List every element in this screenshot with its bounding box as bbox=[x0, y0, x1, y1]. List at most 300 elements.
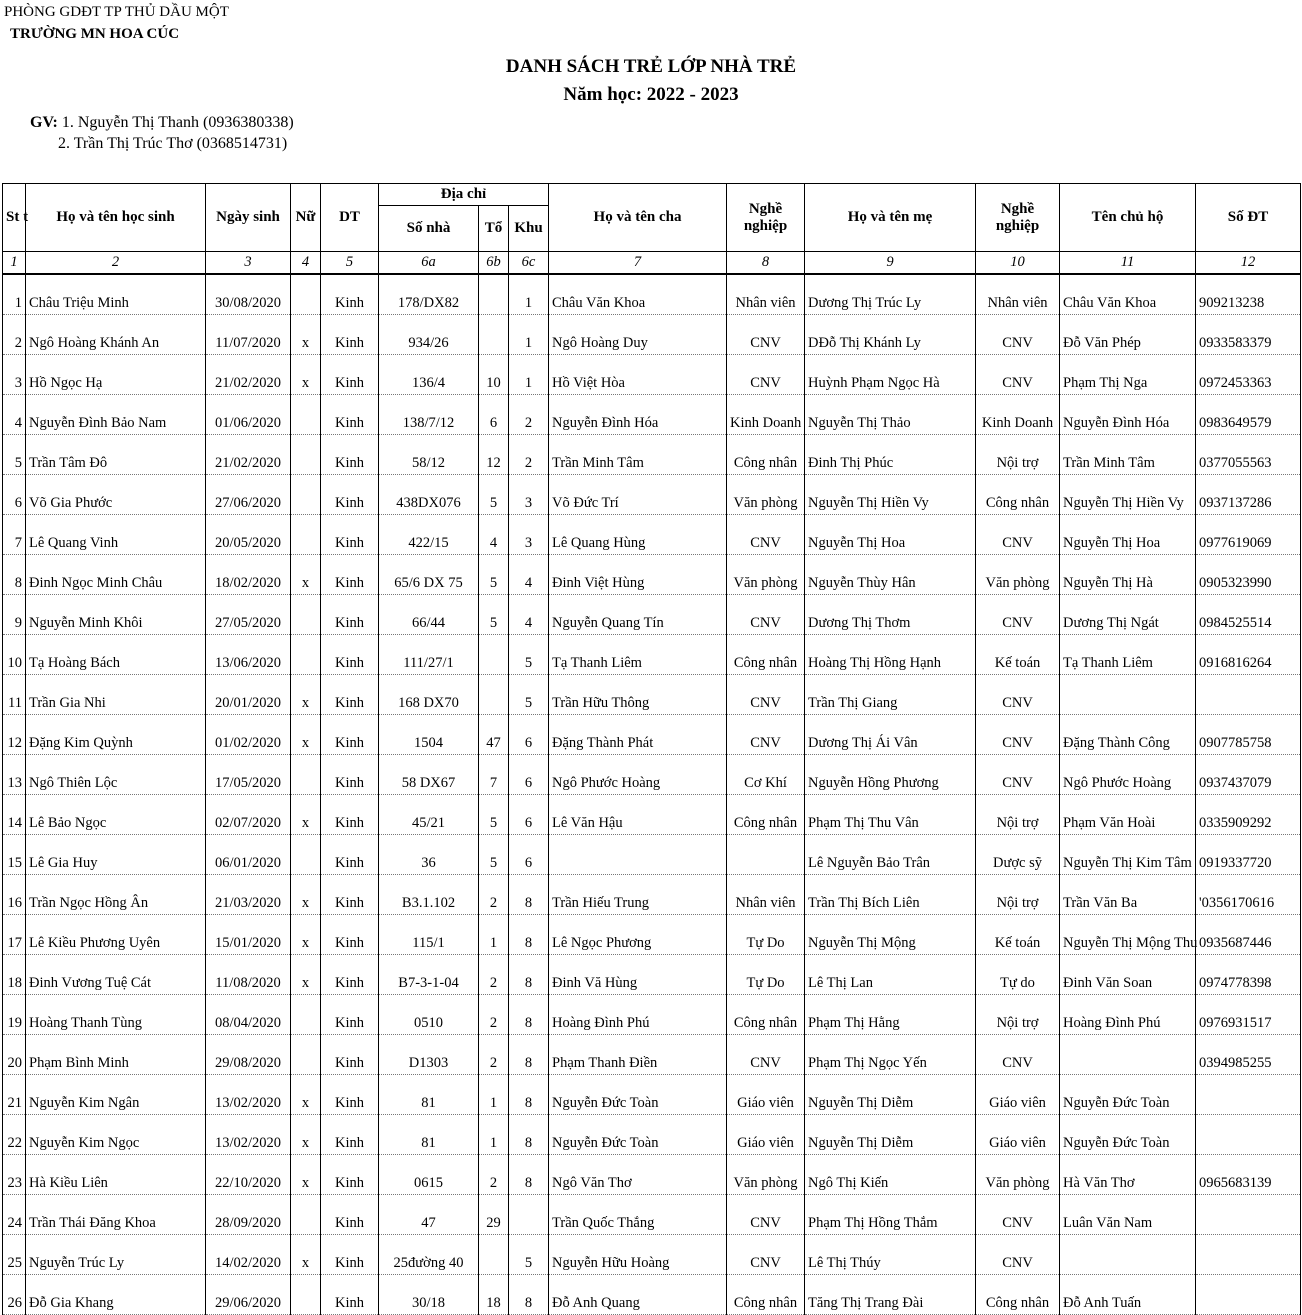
cell-female: x bbox=[291, 1235, 321, 1275]
cell-area: 8 bbox=[509, 1035, 549, 1075]
cell-group: 5 bbox=[479, 475, 509, 515]
cell-dob: 27/05/2020 bbox=[206, 595, 291, 635]
cell-area: 8 bbox=[509, 915, 549, 955]
cell-student-name: Đỗ Gia Khang bbox=[26, 1275, 206, 1315]
table-row bbox=[3, 1115, 1301, 1155]
cell-mother-job: Kinh Doanh bbox=[976, 395, 1060, 435]
cell-phone: 0984525514 bbox=[1196, 595, 1301, 635]
cell-female: x bbox=[291, 875, 321, 915]
cell-ethnic: Kinh bbox=[321, 315, 379, 355]
cell-ethnic: Kinh bbox=[321, 875, 379, 915]
cell-dob: 21/02/2020 bbox=[206, 435, 291, 475]
column-index-cell: 6a bbox=[379, 252, 479, 275]
cell-area: 6 bbox=[509, 795, 549, 835]
cell-householder: Nguyễn Thị Kim Tâm bbox=[1060, 835, 1196, 875]
cell-house-number: 422/15 bbox=[379, 515, 479, 555]
cell-mother-job: Nội trợ bbox=[976, 795, 1060, 835]
cell-group bbox=[479, 635, 509, 675]
cell-mother-name: Nguyễn Thị Diễm bbox=[805, 1115, 976, 1155]
cell-group: 5 bbox=[479, 795, 509, 835]
cell-father-job: Nhân viên bbox=[727, 875, 805, 915]
cell-father-job: Công nhân bbox=[727, 795, 805, 835]
cell-father-name: Trần Minh Tâm bbox=[549, 435, 727, 475]
cell-dob: 21/03/2020 bbox=[206, 875, 291, 915]
col-stt: St t bbox=[3, 184, 26, 252]
cell-stt: 10 bbox=[3, 635, 26, 675]
cell-dob: 13/02/2020 bbox=[206, 1075, 291, 1115]
cell-mother-job: Văn phòng bbox=[976, 1155, 1060, 1195]
cell-house-number: D1303 bbox=[379, 1035, 479, 1075]
cell-female bbox=[291, 1195, 321, 1235]
cell-father-job: Tự Do bbox=[727, 955, 805, 995]
cell-house-number: 136/4 bbox=[379, 355, 479, 395]
cell-house-number: 111/27/1 bbox=[379, 635, 479, 675]
cell-phone bbox=[1196, 1115, 1301, 1155]
cell-house-number: 58/12 bbox=[379, 435, 479, 475]
cell-female: x bbox=[291, 355, 321, 395]
cell-student-name: Nguyễn Trúc Ly bbox=[26, 1235, 206, 1275]
cell-area bbox=[509, 1195, 549, 1235]
cell-phone: 0977619069 bbox=[1196, 515, 1301, 555]
cell-student-name: Trần Gia Nhi bbox=[26, 675, 206, 715]
cell-female: x bbox=[291, 915, 321, 955]
cell-father-name: Đỗ Anh Quang bbox=[549, 1275, 727, 1315]
teacher-line-1 bbox=[30, 114, 294, 132]
cell-father-name: Ngô Phước Hoàng bbox=[549, 755, 727, 795]
cell-dob: 02/07/2020 bbox=[206, 795, 291, 835]
cell-father-job: CNV bbox=[727, 1235, 805, 1275]
cell-area: 4 bbox=[509, 555, 549, 595]
cell-female bbox=[291, 395, 321, 435]
cell-mother-job: CNV bbox=[976, 355, 1060, 395]
cell-house-number: B3.1.102 bbox=[379, 875, 479, 915]
cell-ethnic: Kinh bbox=[321, 515, 379, 555]
cell-house-number: 45/21 bbox=[379, 795, 479, 835]
cell-householder: Nguyễn Thị Mộng Thu bbox=[1060, 915, 1196, 955]
cell-dob: 17/05/2020 bbox=[206, 755, 291, 795]
column-index-cell: 7 bbox=[549, 252, 727, 275]
cell-female bbox=[291, 274, 321, 315]
cell-ethnic: Kinh bbox=[321, 755, 379, 795]
teacher-1: 1. Nguyễn Thị Thanh (0936380338) bbox=[61, 114, 294, 131]
table-row bbox=[3, 915, 1301, 955]
cell-father-job: Nhân viên bbox=[727, 274, 805, 315]
table-row bbox=[3, 1275, 1301, 1315]
cell-phone: 0907785758 bbox=[1196, 715, 1301, 755]
table-row bbox=[3, 955, 1301, 995]
cell-student-name: Trần Ngọc Hồng Ân bbox=[26, 875, 206, 915]
table-row bbox=[3, 515, 1301, 555]
cell-father-job: Công nhân bbox=[727, 1275, 805, 1315]
cell-area: 1 bbox=[509, 274, 549, 315]
table-row bbox=[3, 315, 1301, 355]
table-row bbox=[3, 995, 1301, 1035]
cell-group: 2 bbox=[479, 1155, 509, 1195]
cell-phone: 0916816264 bbox=[1196, 635, 1301, 675]
cell-ethnic: Kinh bbox=[321, 1075, 379, 1115]
cell-house-number: 36 bbox=[379, 835, 479, 875]
cell-father-name: Đinh Vă Hùng bbox=[549, 955, 727, 995]
cell-father-name: Trần Quốc Thắng bbox=[549, 1195, 727, 1235]
cell-area: 2 bbox=[509, 435, 549, 475]
cell-father-job: Công nhân bbox=[727, 435, 805, 475]
cell-student-name: Lê Kiều Phương Uyên bbox=[26, 915, 206, 955]
cell-student-name: Đinh Ngọc Minh Châu bbox=[26, 555, 206, 595]
cell-mother-job: Nội trợ bbox=[976, 875, 1060, 915]
cell-student-name: Trần Thái Đăng Khoa bbox=[26, 1195, 206, 1235]
cell-father-job: CNV bbox=[727, 355, 805, 395]
cell-phone: 0394985255 bbox=[1196, 1035, 1301, 1075]
cell-stt: 13 bbox=[3, 755, 26, 795]
cell-father-job bbox=[727, 835, 805, 875]
cell-father-name: Đặng Thành Phát bbox=[549, 715, 727, 755]
cell-mother-name: Hoàng Thị Hồng Hạnh bbox=[805, 635, 976, 675]
cell-female bbox=[291, 635, 321, 675]
cell-group: 5 bbox=[479, 555, 509, 595]
cell-area: 8 bbox=[509, 1115, 549, 1155]
cell-student-name: Tạ Hoàng Bách bbox=[26, 635, 206, 675]
cell-stt: 26 bbox=[3, 1275, 26, 1315]
table-row bbox=[3, 755, 1301, 795]
cell-mother-job: CNV bbox=[976, 755, 1060, 795]
cell-father-name: Nguyễn Hữu Hoàng bbox=[549, 1235, 727, 1275]
table-row bbox=[3, 395, 1301, 435]
cell-student-name: Nguyễn Minh Khôi bbox=[26, 595, 206, 635]
cell-area: 8 bbox=[509, 955, 549, 995]
cell-stt: 12 bbox=[3, 715, 26, 755]
cell-group: 1 bbox=[479, 1075, 509, 1115]
table-row bbox=[3, 875, 1301, 915]
cell-dob: 13/02/2020 bbox=[206, 1115, 291, 1155]
cell-dob: 21/02/2020 bbox=[206, 355, 291, 395]
cell-house-number: 168 DX70 bbox=[379, 675, 479, 715]
cell-area: 1 bbox=[509, 355, 549, 395]
cell-area: 3 bbox=[509, 475, 549, 515]
cell-group: 2 bbox=[479, 875, 509, 915]
cell-student-name: Ngô Thiên Lộc bbox=[26, 755, 206, 795]
cell-female: x bbox=[291, 795, 321, 835]
cell-householder: Nguyễn Thị Hoa bbox=[1060, 515, 1196, 555]
cell-house-number: 438DX076 bbox=[379, 475, 479, 515]
cell-householder: Nguyễn Đức Toàn bbox=[1060, 1075, 1196, 1115]
cell-householder: Đỗ Anh Tuấn bbox=[1060, 1275, 1196, 1315]
cell-stt: 19 bbox=[3, 995, 26, 1035]
cell-female: x bbox=[291, 955, 321, 995]
cell-ethnic: Kinh bbox=[321, 475, 379, 515]
cell-stt: 14 bbox=[3, 795, 26, 835]
cell-house-number: 66/44 bbox=[379, 595, 479, 635]
cell-group bbox=[479, 1235, 509, 1275]
cell-mother-name: Nguyễn Thị Diễm bbox=[805, 1075, 976, 1115]
cell-dob: 13/06/2020 bbox=[206, 635, 291, 675]
school-name: TRƯỜNG MN HOA CÚC bbox=[10, 26, 180, 42]
cell-student-name: Lê Quang Vinh bbox=[26, 515, 206, 555]
cell-house-number: 81 bbox=[379, 1115, 479, 1155]
cell-female bbox=[291, 475, 321, 515]
cell-phone: 0974778398 bbox=[1196, 955, 1301, 995]
cell-mother-name: Nguyễn Thị Mộng bbox=[805, 915, 976, 955]
cell-householder: Đinh Văn Soan bbox=[1060, 955, 1196, 995]
cell-mother-job: Nội trợ bbox=[976, 435, 1060, 475]
cell-house-number: 1504 bbox=[379, 715, 479, 755]
cell-ethnic: Kinh bbox=[321, 835, 379, 875]
cell-ethnic: Kinh bbox=[321, 435, 379, 475]
cell-stt: 24 bbox=[3, 1195, 26, 1235]
cell-householder: Nguyễn Thị Hiền Vy bbox=[1060, 475, 1196, 515]
cell-area: 6 bbox=[509, 835, 549, 875]
column-index-cell: 5 bbox=[321, 252, 379, 275]
cell-female bbox=[291, 595, 321, 635]
cell-householder: Hoàng Đình Phú bbox=[1060, 995, 1196, 1035]
cell-mother-job: Nhân viên bbox=[976, 274, 1060, 315]
cell-mother-job: Văn phòng bbox=[976, 555, 1060, 595]
table-row bbox=[3, 274, 1301, 315]
cell-student-name: Ngô Hoàng Khánh An bbox=[26, 315, 206, 355]
cell-student-name: Lê Gia Huy bbox=[26, 835, 206, 875]
cell-mother-name: Dương Thị Trúc Ly bbox=[805, 274, 976, 315]
cell-group: 2 bbox=[479, 955, 509, 995]
cell-father-name: Lê Quang Hùng bbox=[549, 515, 727, 555]
cell-mother-name: Lê Thị Thúy bbox=[805, 1235, 976, 1275]
cell-householder bbox=[1060, 675, 1196, 715]
student-rows bbox=[3, 274, 1301, 1315]
cell-group: 2 bbox=[479, 995, 509, 1035]
cell-stt: 6 bbox=[3, 475, 26, 515]
cell-father-name: Trần Hữu Thông bbox=[549, 675, 727, 715]
cell-father-job: CNV bbox=[727, 715, 805, 755]
col-student-name: Họ và tên học sinh bbox=[26, 184, 206, 252]
cell-mother-job: CNV bbox=[976, 1195, 1060, 1235]
column-index-cell: 3 bbox=[206, 252, 291, 275]
cell-father-name: Hoàng Đình Phú bbox=[549, 995, 727, 1035]
cell-phone: 0937437079 bbox=[1196, 755, 1301, 795]
cell-house-number: 65/6 DX 75 bbox=[379, 555, 479, 595]
cell-group: 4 bbox=[479, 515, 509, 555]
cell-dob: 29/08/2020 bbox=[206, 1035, 291, 1075]
cell-ethnic: Kinh bbox=[321, 274, 379, 315]
cell-father-name: Nguyễn Đức Toàn bbox=[549, 1075, 727, 1115]
col-mother-job: Nghề nghiệp bbox=[976, 184, 1060, 252]
cell-mother-name: Nguyễn Thùy Hân bbox=[805, 555, 976, 595]
cell-father-name: Ngô Hoàng Duy bbox=[549, 315, 727, 355]
cell-mother-name: Đinh Thị Phúc bbox=[805, 435, 976, 475]
cell-area: 8 bbox=[509, 1075, 549, 1115]
column-index-cell: 10 bbox=[976, 252, 1060, 275]
cell-householder: Tạ Thanh Liêm bbox=[1060, 635, 1196, 675]
cell-area: 5 bbox=[509, 675, 549, 715]
cell-house-number: 934/26 bbox=[379, 315, 479, 355]
cell-student-name: Hồ Ngọc Hạ bbox=[26, 355, 206, 395]
cell-area: 4 bbox=[509, 595, 549, 635]
cell-dob: 06/01/2020 bbox=[206, 835, 291, 875]
cell-ethnic: Kinh bbox=[321, 915, 379, 955]
cell-mother-job: Dược sỹ bbox=[976, 835, 1060, 875]
cell-area: 8 bbox=[509, 875, 549, 915]
cell-mother-job: Nội trợ bbox=[976, 995, 1060, 1035]
cell-group: 10 bbox=[479, 355, 509, 395]
cell-group: 12 bbox=[479, 435, 509, 475]
cell-stt: 25 bbox=[3, 1235, 26, 1275]
cell-father-job: CNV bbox=[727, 675, 805, 715]
cell-dob: 27/06/2020 bbox=[206, 475, 291, 515]
cell-dob: 15/01/2020 bbox=[206, 915, 291, 955]
cell-mother-job: CNV bbox=[976, 315, 1060, 355]
table-row bbox=[3, 1075, 1301, 1115]
table-row bbox=[3, 355, 1301, 395]
column-index-cell: 6b bbox=[479, 252, 509, 275]
cell-father-name: Đinh Việt Hùng bbox=[549, 555, 727, 595]
cell-female: x bbox=[291, 555, 321, 595]
cell-ethnic: Kinh bbox=[321, 1115, 379, 1155]
cell-dob: 08/04/2020 bbox=[206, 995, 291, 1035]
cell-stt: 4 bbox=[3, 395, 26, 435]
col-address: Địa chỉ bbox=[379, 184, 549, 206]
cell-stt: 15 bbox=[3, 835, 26, 875]
cell-dob: 28/09/2020 bbox=[206, 1195, 291, 1235]
cell-house-number: 30/18 bbox=[379, 1275, 479, 1315]
cell-mother-name: Ngô Thị Kiến bbox=[805, 1155, 976, 1195]
cell-householder: Trần Văn Ba bbox=[1060, 875, 1196, 915]
cell-ethnic: Kinh bbox=[321, 995, 379, 1035]
cell-mother-job: Giáo viên bbox=[976, 1115, 1060, 1155]
cell-female bbox=[291, 755, 321, 795]
cell-area: 8 bbox=[509, 1155, 549, 1195]
cell-ethnic: Kinh bbox=[321, 1035, 379, 1075]
cell-female bbox=[291, 1275, 321, 1315]
cell-stt: 1 bbox=[3, 274, 26, 315]
cell-phone bbox=[1196, 1235, 1301, 1275]
cell-mother-job: CNV bbox=[976, 595, 1060, 635]
col-phone: Số ĐT bbox=[1196, 184, 1301, 252]
cell-phone: 0935687446 bbox=[1196, 915, 1301, 955]
cell-dob: 22/10/2020 bbox=[206, 1155, 291, 1195]
cell-father-job: Công nhân bbox=[727, 635, 805, 675]
cell-student-name: Võ Gia Phước bbox=[26, 475, 206, 515]
cell-father-name: Trần Hiếu Trung bbox=[549, 875, 727, 915]
cell-father-job: Công nhân bbox=[727, 995, 805, 1035]
cell-father-job: Văn phòng bbox=[727, 1155, 805, 1195]
table-row bbox=[3, 435, 1301, 475]
column-index-cell: 6c bbox=[509, 252, 549, 275]
cell-ethnic: Kinh bbox=[321, 1155, 379, 1195]
cell-stt: 18 bbox=[3, 955, 26, 995]
cell-ethnic: Kinh bbox=[321, 675, 379, 715]
cell-ethnic: Kinh bbox=[321, 795, 379, 835]
cell-stt: 2 bbox=[3, 315, 26, 355]
cell-mother-name: Trần Thị Bích Liên bbox=[805, 875, 976, 915]
cell-father-job: CNV bbox=[727, 1195, 805, 1235]
col-father: Họ và tên cha bbox=[549, 184, 727, 252]
cell-house-number: 115/1 bbox=[379, 915, 479, 955]
cell-stt: 5 bbox=[3, 435, 26, 475]
cell-father-job: CNV bbox=[727, 1035, 805, 1075]
cell-female bbox=[291, 515, 321, 555]
cell-householder: Luân Văn Nam bbox=[1060, 1195, 1196, 1235]
cell-female: x bbox=[291, 1155, 321, 1195]
cell-phone bbox=[1196, 1275, 1301, 1315]
cell-house-number: 178/DX82 bbox=[379, 274, 479, 315]
cell-ethnic: Kinh bbox=[321, 715, 379, 755]
table-row bbox=[3, 795, 1301, 835]
cell-stt: 20 bbox=[3, 1035, 26, 1075]
cell-mother-name: DĐỗ Thị Khánh Ly bbox=[805, 315, 976, 355]
cell-area: 8 bbox=[509, 995, 549, 1035]
cell-householder: Nguyễn Thị Hà bbox=[1060, 555, 1196, 595]
cell-dob: 01/02/2020 bbox=[206, 715, 291, 755]
cell-female bbox=[291, 435, 321, 475]
cell-dob: 18/02/2020 bbox=[206, 555, 291, 595]
cell-householder bbox=[1060, 1035, 1196, 1075]
cell-mother-name: Dương Thị Thơm bbox=[805, 595, 976, 635]
cell-dob: 11/08/2020 bbox=[206, 955, 291, 995]
table-row bbox=[3, 1195, 1301, 1235]
cell-group: 6 bbox=[479, 395, 509, 435]
document-title: DANH SÁCH TRẺ LỚP NHÀ TRẺ bbox=[505, 56, 797, 77]
cell-householder: Nguyễn Đình Hóa bbox=[1060, 395, 1196, 435]
cell-householder bbox=[1060, 1235, 1196, 1275]
cell-father-job: Văn phòng bbox=[727, 555, 805, 595]
cell-group: 47 bbox=[479, 715, 509, 755]
cell-phone: 0976931517 bbox=[1196, 995, 1301, 1035]
cell-father-name: Nguyễn Quang Tín bbox=[549, 595, 727, 635]
cell-area: 2 bbox=[509, 395, 549, 435]
cell-house-number: 58 DX67 bbox=[379, 755, 479, 795]
cell-area: 3 bbox=[509, 515, 549, 555]
cell-householder: Dương Thị Ngát bbox=[1060, 595, 1196, 635]
cell-father-name: Nguyễn Đình Hóa bbox=[549, 395, 727, 435]
cell-father-job: Tự Do bbox=[727, 915, 805, 955]
cell-father-job: Cơ Khí bbox=[727, 755, 805, 795]
table-row bbox=[3, 675, 1301, 715]
cell-mother-name: Huỳnh Phạm Ngọc Hà bbox=[805, 355, 976, 395]
cell-house-number: 25đường 40 bbox=[379, 1235, 479, 1275]
cell-area: 5 bbox=[509, 1235, 549, 1275]
table-row bbox=[3, 595, 1301, 635]
cell-student-name: Đinh Vương Tuệ Cát bbox=[26, 955, 206, 995]
cell-female bbox=[291, 995, 321, 1035]
cell-ethnic: Kinh bbox=[321, 955, 379, 995]
cell-phone: 909213238 bbox=[1196, 274, 1301, 315]
cell-stt: 3 bbox=[3, 355, 26, 395]
cell-student-name: Hoàng Thanh Tùng bbox=[26, 995, 206, 1035]
cell-mother-name: Lê Thị Lan bbox=[805, 955, 976, 995]
cell-phone: 0937137286 bbox=[1196, 475, 1301, 515]
cell-father-job: CNV bbox=[727, 515, 805, 555]
cell-father-name: Võ Đức Trí bbox=[549, 475, 727, 515]
table-row bbox=[3, 835, 1301, 875]
cell-father-job: Giáo viên bbox=[727, 1075, 805, 1115]
table-row bbox=[3, 1035, 1301, 1075]
cell-father-name: Tạ Thanh Liêm bbox=[549, 635, 727, 675]
cell-area: 1 bbox=[509, 315, 549, 355]
cell-area: 5 bbox=[509, 635, 549, 675]
cell-mother-job: CNV bbox=[976, 515, 1060, 555]
column-index-cell: 4 bbox=[291, 252, 321, 275]
cell-female: x bbox=[291, 1115, 321, 1155]
cell-father-name: Lê Ngọc Phương bbox=[549, 915, 727, 955]
col-ethnic: DT bbox=[321, 184, 379, 252]
cell-house-number: 47 bbox=[379, 1195, 479, 1235]
cell-stt: 7 bbox=[3, 515, 26, 555]
cell-area: 6 bbox=[509, 755, 549, 795]
cell-mother-name: Phạm Thị Hồng Thắm bbox=[805, 1195, 976, 1235]
cell-student-name: Lê Bảo Ngọc bbox=[26, 795, 206, 835]
cell-ethnic: Kinh bbox=[321, 555, 379, 595]
cell-householder: Đỗ Văn Phép bbox=[1060, 315, 1196, 355]
cell-area: 8 bbox=[509, 1275, 549, 1315]
cell-ethnic: Kinh bbox=[321, 355, 379, 395]
column-index-row bbox=[3, 252, 1301, 275]
